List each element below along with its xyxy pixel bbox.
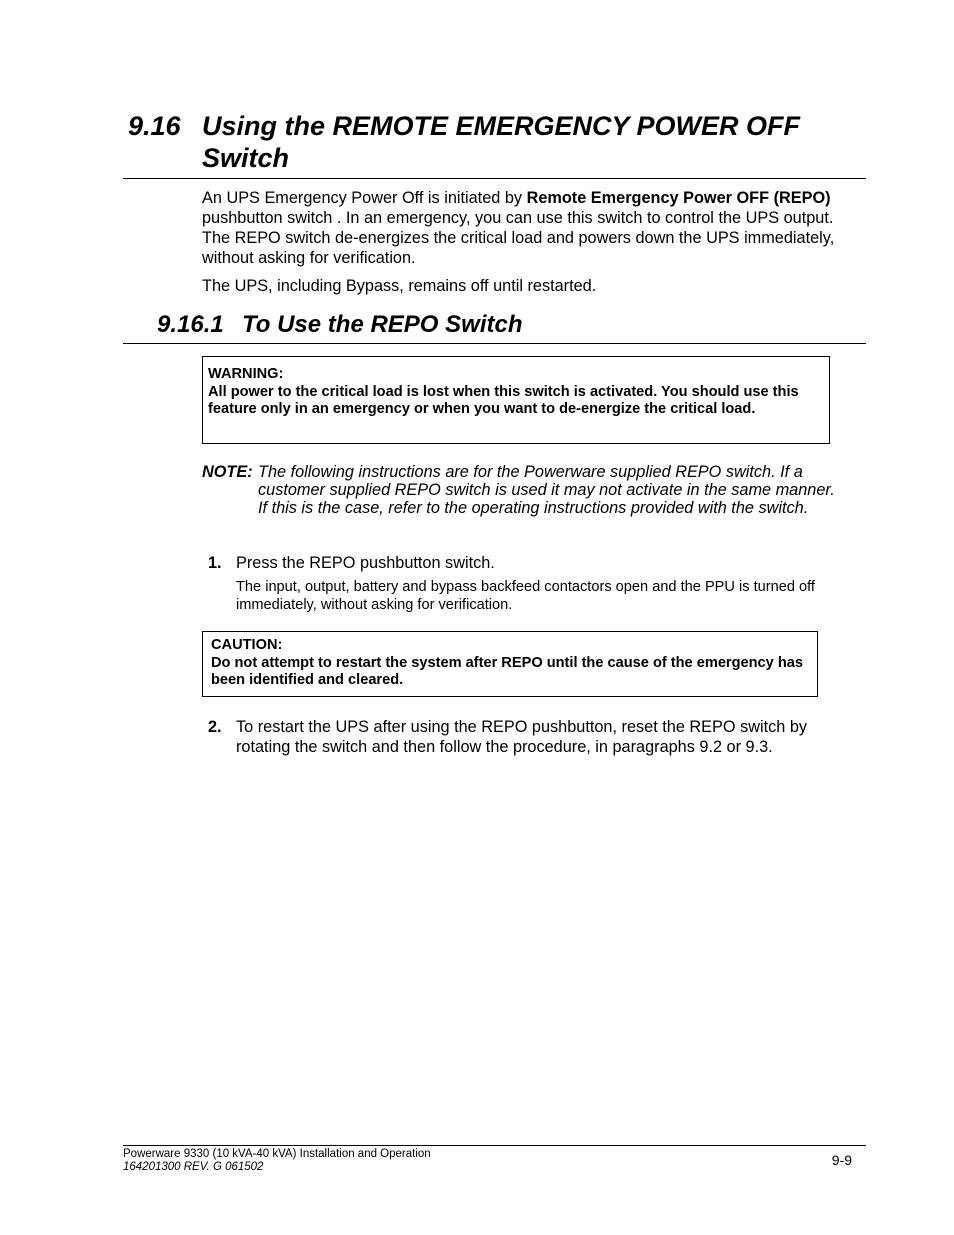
step-2 bbox=[208, 717, 848, 757]
intro-bold-term: Remote Emergency Power OFF (REPO) bbox=[526, 189, 831, 207]
intro-paragraph-1 bbox=[202, 188, 852, 268]
step-1 bbox=[208, 553, 848, 573]
warning-label: WARNING: bbox=[208, 366, 284, 382]
caution-text: Do not attempt to restart the system after REPO until the cause of the emergency has been identified and cleared. bbox=[211, 654, 803, 688]
subsection-heading bbox=[157, 310, 523, 340]
note-label: NOTE: bbox=[202, 463, 253, 481]
page-number: 9-9 bbox=[831, 1152, 852, 1168]
note bbox=[202, 463, 847, 517]
section-number: 9.16 bbox=[128, 111, 181, 141]
step-text: Press the REPO pushbutton switch. bbox=[236, 554, 495, 572]
step-number: 2. bbox=[208, 718, 222, 736]
subsection-number: 9.16.1 bbox=[157, 311, 224, 338]
subsection-title: To Use the REPO Switch bbox=[242, 311, 523, 338]
note-text: The following instructions are for the Powerware supplied REPO switch. If a customer supplied REPO switch is used it may not activate in the same manner. If this is the case, refer to the operating instructions provided with the switch. bbox=[258, 463, 835, 517]
footer-info bbox=[123, 1148, 723, 1174]
warning-text: All power to the critical load is lost when this switch is activated. You should use this feature only in an emergency or when you want to de-energize the critical load. bbox=[208, 383, 799, 417]
intro-paragraph-2: The UPS, including Bypass, remains off until restarted. bbox=[202, 277, 597, 295]
footer-rule bbox=[123, 1145, 866, 1146]
step-text: To restart the UPS after using the REPO pushbutton, reset the REPO switch by rotating the switch and then follow the procedure, in paragraphs 9.2 or 9.3. bbox=[236, 718, 808, 756]
intro-text-start: An UPS Emergency Power Off is initiated by bbox=[202, 189, 527, 207]
caution-box bbox=[202, 631, 818, 697]
caution-label: CAUTION: bbox=[211, 637, 283, 653]
section-title: Using the REMOTE EMERGENCY POWER OFF Switch bbox=[202, 111, 801, 173]
section-rule bbox=[123, 178, 866, 179]
step-1-detail: The input, output, battery and bypass backfeed contactors open and the PPU is turned off immediately, without asking for verification. bbox=[236, 579, 815, 613]
footer-doc-title: Powerware 9330 (10 kVA-40 kVA) Installation and Operation bbox=[123, 1148, 431, 1160]
subsection-rule bbox=[123, 343, 866, 344]
footer-doc-number: 164201300 REV. G 061502 bbox=[123, 1161, 264, 1173]
intro-text-end: pushbutton switch . In an emergency, you can use this switch to control the UPS output. The REPO switch de-energizes the critical load and powers down the UPS immediately, without asking for verification. bbox=[202, 209, 835, 267]
section-heading bbox=[128, 110, 858, 174]
warning-box bbox=[202, 356, 830, 444]
step-number: 1. bbox=[208, 554, 222, 572]
